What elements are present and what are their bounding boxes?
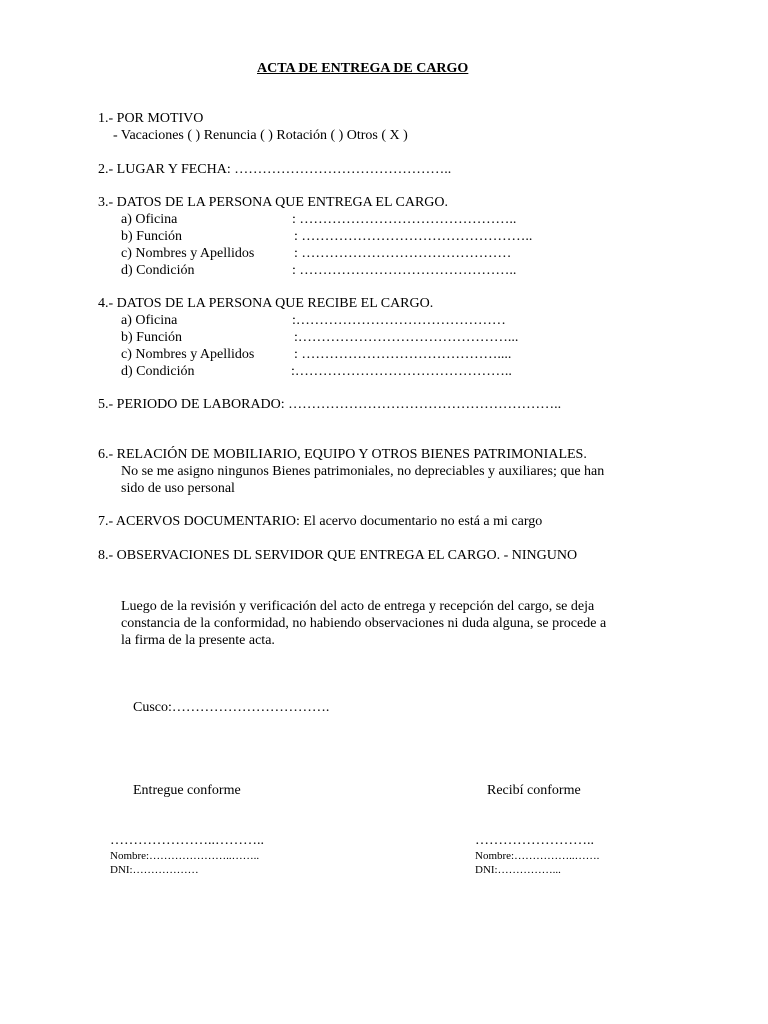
s4-field-value: : …………………………………….... [294, 347, 512, 362]
s4-field-value: :………………………………………... [294, 330, 519, 345]
right-signature-caption: Recibí conforme [487, 783, 581, 798]
s4-field-label: b) Función [121, 330, 183, 345]
s3-field-value: : ……………………………………….. [292, 263, 517, 278]
closing-line: constancia de la conformidad, no habiendo observaciones ni duda alguna, se procede a [121, 616, 607, 631]
s3-field-label: d) Condición [121, 263, 195, 278]
section-7-heading: 7.- ACERVOS DOCUMENTARIO: El acervo documentario no está a mi cargo [98, 514, 543, 529]
section-2-heading: 2.- LUGAR Y FECHA: ……………………………………….. [98, 162, 452, 177]
s4-field-value: :……………………………………… [292, 313, 506, 328]
document-title: ACTA DE ENTREGA DE CARGO [257, 61, 469, 76]
place-line: Cusco:……………………………. [133, 700, 330, 715]
s3-field-value: : ……………………………………….. [292, 212, 517, 227]
section-6-line: No se me asigno ningunos Bienes patrimoniales, no depreciables y auxiliares; que han [121, 464, 605, 479]
section-5-heading: 5.- PERIODO DE LABORADO: ………………………………………………….. [98, 397, 562, 412]
left-signature-name: Nombre:…………………..…….. [110, 850, 260, 862]
left-signature-caption: Entregue conforme [133, 783, 241, 798]
s3-field-label: a) Oficina [121, 212, 178, 227]
s3-field-value: : ……………………………………… [294, 246, 512, 261]
section-1-options: - Vacaciones ( ) Renuncia ( ) Rotación ( ) Otros ( X ) [113, 128, 408, 143]
right-signature-name: Nombre:……………..……. [475, 850, 600, 862]
section-6-line: sido de uso personal [121, 481, 235, 496]
right-signature-line: …………………….. [475, 833, 594, 848]
s4-field-label: d) Condición [121, 364, 195, 379]
section-8-heading: 8.- OBSERVACIONES DL SERVIDOR QUE ENTREGA EL CARGO. - NINGUNO [98, 548, 578, 563]
right-signature-dni: DNI:……………... [475, 864, 561, 876]
s4-field-value: :……………………………………….. [291, 364, 512, 379]
s3-field-label: b) Función [121, 229, 183, 244]
s3-field-label: c) Nombres y Apellidos [121, 246, 255, 261]
section-3-heading: 3.- DATOS DE LA PERSONA QUE ENTREGA EL CARGO. [98, 195, 449, 210]
s3-field-value: : ………………………………………….. [294, 229, 533, 244]
left-signature-line: …………………..……….. [110, 833, 264, 848]
closing-line: Luego de la revisión y verificación del acto de entrega y recepción del cargo, se deja [121, 599, 595, 614]
s4-field-label: c) Nombres y Apellidos [121, 347, 255, 362]
s4-field-label: a) Oficina [121, 313, 178, 328]
closing-line: la firma de la presente acta. [121, 633, 275, 648]
section-1-heading: 1.- POR MOTIVO [98, 111, 204, 126]
section-4-heading: 4.- DATOS DE LA PERSONA QUE RECIBE EL CARGO. [98, 296, 434, 311]
section-6-heading: 6.- RELACIÓN DE MOBILIARIO, EQUIPO Y OTROS BIENES PATRIMONIALES. [98, 447, 587, 462]
left-signature-dni: DNI:……………… [110, 864, 199, 876]
